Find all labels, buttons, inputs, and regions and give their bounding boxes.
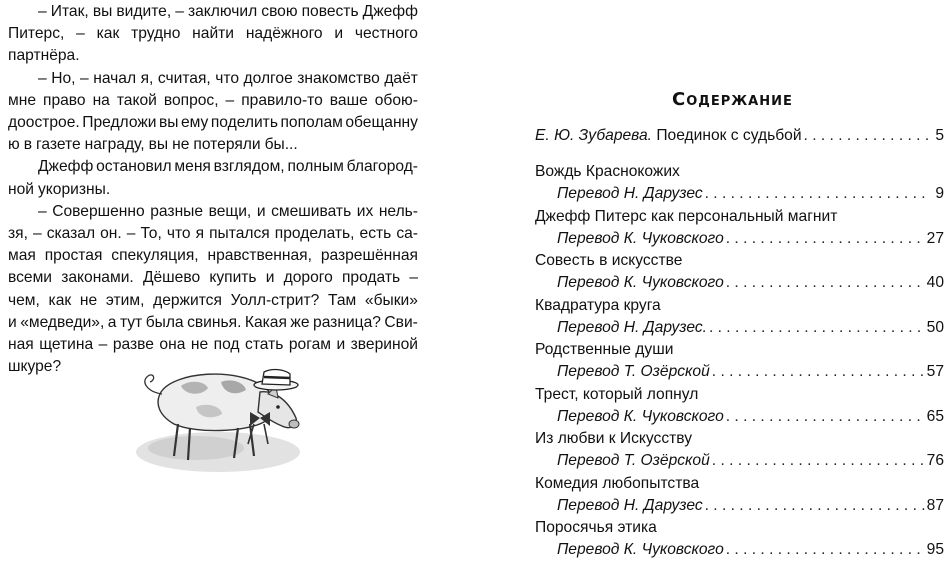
story-word: сказал xyxy=(46,225,96,243)
story-line xyxy=(8,179,418,201)
toc-item-page: 95 xyxy=(926,541,944,558)
story-word: Какая xyxy=(244,313,287,331)
story-word: ю xyxy=(8,136,20,154)
story-word: всеми xyxy=(8,269,53,287)
pig-illustration xyxy=(126,352,311,482)
story-word: газете xyxy=(36,136,81,154)
dot-leader xyxy=(726,230,925,248)
story-word: как xyxy=(48,291,72,309)
toc-item-page: 27 xyxy=(926,229,944,247)
story-word: я, xyxy=(140,69,154,87)
story-word: заключил xyxy=(187,3,258,20)
toc-item-translator: Перевод Т. Озёрской xyxy=(557,363,710,380)
toc-item-translator: Перевод К. Чуковского xyxy=(557,274,724,291)
story-word: – xyxy=(225,91,235,109)
story-word: что xyxy=(215,69,240,87)
toc-intro-page: 5 xyxy=(935,127,944,144)
toc-item-title[interactable]: Родственные души xyxy=(535,341,674,358)
story-word: вы xyxy=(148,136,169,154)
story-word: обою- xyxy=(374,91,418,109)
toc-title: Содержание xyxy=(672,89,793,110)
story-word: как xyxy=(96,25,120,43)
toc-item-title[interactable]: Трест, который лопнул xyxy=(535,385,699,403)
story-line xyxy=(8,201,418,223)
story-word: в xyxy=(23,136,32,154)
story-word: Итак, xyxy=(50,3,89,20)
story-word: ная xyxy=(8,336,34,354)
left-page xyxy=(0,0,426,559)
toc-item-translator-row[interactable] xyxy=(557,452,944,474)
toc-item-page: 87 xyxy=(926,496,944,514)
story-word: он. xyxy=(100,225,122,243)
story-word: – xyxy=(126,225,136,243)
story-line xyxy=(8,290,418,312)
story-word: даёт xyxy=(384,69,418,87)
story-word: чем, xyxy=(8,291,40,309)
story-line xyxy=(8,45,418,67)
story-word: она xyxy=(159,336,186,354)
story-word: дорого xyxy=(283,269,333,287)
story-word: Там xyxy=(328,291,357,309)
toc-item-page: 76 xyxy=(926,452,944,469)
story-word: Сви- xyxy=(384,313,418,331)
story-word: есть xyxy=(359,225,392,243)
story-word: мне xyxy=(8,91,37,109)
dot-leader xyxy=(804,127,928,145)
story-word: – xyxy=(409,269,418,287)
story-word: и xyxy=(8,313,17,331)
story-word: а xyxy=(107,313,117,331)
right-page xyxy=(500,0,944,559)
toc-item-title[interactable]: Вождь Краснокожих xyxy=(535,163,680,180)
toc-item-translator: Перевод К. Чуковского xyxy=(557,229,724,247)
story-word: нель- xyxy=(378,202,418,220)
story-word: – xyxy=(38,202,47,220)
toc-intro[interactable] xyxy=(535,127,944,149)
story-word: их xyxy=(356,202,374,220)
story-word: Предложи xyxy=(82,114,157,132)
story-word: мая xyxy=(8,247,36,265)
story-word: меня xyxy=(174,158,211,176)
story-line xyxy=(8,245,418,267)
story-word: остановил xyxy=(96,158,172,176)
story-word: купить xyxy=(209,269,257,287)
toc-item-translator: Перевод К. Чуковского xyxy=(557,541,724,558)
story-word: ваше xyxy=(329,91,368,109)
story-word: – xyxy=(38,3,47,20)
story-word: – xyxy=(38,69,47,87)
story-line xyxy=(8,23,418,45)
story-word: поделить xyxy=(210,114,278,132)
dot-leader xyxy=(705,185,928,203)
story-word: потеряли xyxy=(193,136,261,154)
toc-item-translator-row[interactable] xyxy=(557,408,944,430)
toc-item-page: 40 xyxy=(926,274,944,291)
story-word: тут xyxy=(119,313,143,331)
story-word: рогам xyxy=(288,336,331,354)
dot-leader xyxy=(726,541,925,559)
story-line xyxy=(8,223,418,245)
story-line xyxy=(8,68,418,90)
story-word: звериной xyxy=(350,336,418,354)
toc-item-title[interactable]: Совесть в искусстве xyxy=(535,252,683,269)
story-word: найти xyxy=(192,25,235,43)
story-word: смешивать xyxy=(271,202,352,220)
story-word: вопрос, xyxy=(163,91,219,109)
story-word: под xyxy=(213,336,240,354)
story-word: – xyxy=(76,25,85,43)
toc-item-translator: Перевод Н. Дарузес. xyxy=(557,318,707,336)
story-word: и xyxy=(334,25,344,43)
story-word: долгое xyxy=(243,69,293,87)
story-word: Совершенно xyxy=(52,202,145,220)
dot-leader xyxy=(726,274,925,292)
story-word: простая xyxy=(44,247,103,265)
toc-item-translator-row[interactable] xyxy=(557,497,944,519)
story-word: видите, xyxy=(116,3,172,20)
story-word: стать xyxy=(245,336,284,354)
story-word: же xyxy=(290,313,310,331)
story-word: пытался xyxy=(209,225,270,243)
toc-item-translator-row[interactable] xyxy=(557,185,944,207)
story-word: «медведи», xyxy=(20,313,105,331)
toc-item-title[interactable]: Комедия любопытства xyxy=(535,474,700,492)
story-word: и xyxy=(336,336,346,354)
story-word: бы... xyxy=(264,136,298,154)
story-word: я xyxy=(195,225,205,243)
toc-item-translator-row[interactable] xyxy=(557,363,944,385)
story-word: знакомство xyxy=(297,69,380,87)
story-word: такой xyxy=(116,91,157,109)
dot-leader xyxy=(712,452,925,470)
story-word: полным xyxy=(287,158,344,176)
story-word: трудно xyxy=(131,25,181,43)
dot-leader xyxy=(726,408,925,426)
story-line xyxy=(8,267,418,289)
story-word: ной xyxy=(8,180,34,198)
story-line xyxy=(8,312,418,334)
dot-leader xyxy=(709,319,925,337)
toc-item-translator: Перевод К. Чуковского xyxy=(557,407,724,425)
story-line xyxy=(8,112,418,134)
toc-item-translator: Перевод Н. Дарузес xyxy=(557,185,703,202)
toc-item-title[interactable]: Из любви к Искусству xyxy=(535,430,692,447)
dot-leader xyxy=(712,363,925,381)
toc-item-title[interactable]: Квадратура круга xyxy=(535,296,661,314)
story-word: Но, xyxy=(51,69,76,87)
story-word: ему xyxy=(180,114,209,132)
story-word: Питерс, xyxy=(8,25,65,43)
story-word: и xyxy=(256,202,266,220)
story-word: не xyxy=(79,291,98,309)
toc-item-page: 9 xyxy=(935,185,944,202)
story-word: награду, xyxy=(84,136,145,154)
story-word: продать xyxy=(341,269,401,287)
toc-intro-title: Поединок с судьбой xyxy=(656,127,802,144)
toc-item-translator-row[interactable] xyxy=(557,319,944,341)
story-word: – xyxy=(175,3,184,20)
toc-item-page: 65 xyxy=(926,407,944,425)
story-word: нравственная, xyxy=(207,247,312,265)
story-word: держится xyxy=(153,291,222,309)
story-word: партнёра. xyxy=(8,47,80,65)
story-line xyxy=(8,156,418,178)
story-word: Уолл-стрит? xyxy=(230,291,320,309)
story-word: разрешённая xyxy=(320,247,418,265)
story-word: начал xyxy=(93,69,137,87)
story-word: свою xyxy=(261,3,298,20)
story-word: была xyxy=(145,313,184,331)
dot-leader xyxy=(705,497,925,515)
toc-item-translator-row[interactable] xyxy=(557,274,944,296)
story-word: разве xyxy=(112,336,154,354)
story-word: на xyxy=(92,91,110,109)
story-line xyxy=(8,134,418,156)
toc-intro-author: Е. Ю. Зубарева. xyxy=(535,127,652,144)
story-word: что xyxy=(166,225,191,243)
story-word: – xyxy=(32,225,42,243)
story-word: укоризны. xyxy=(38,180,111,198)
story-word: То, xyxy=(140,225,162,243)
toc-item-translator: Перевод Т. Озёрской xyxy=(557,452,710,469)
story-word: шкуре? xyxy=(8,358,62,376)
story-word: благород- xyxy=(346,158,418,176)
story-word: право xyxy=(43,91,86,109)
story-word: Дёшево xyxy=(142,269,201,287)
toc-item-translator-row[interactable] xyxy=(557,230,944,252)
toc-item-title[interactable]: Поросячья этика xyxy=(535,519,657,536)
story-word: «быки» xyxy=(364,291,418,309)
story-word: Джефф xyxy=(362,3,418,20)
story-word: честного xyxy=(354,25,418,43)
story-word: разные xyxy=(150,202,204,220)
story-word: щетина xyxy=(39,336,94,354)
story-word: доостроe. xyxy=(8,114,80,132)
story-word: не xyxy=(190,336,209,354)
story-word: Джефф xyxy=(38,158,94,176)
story-word: – xyxy=(80,69,89,87)
story-word: разница? xyxy=(313,313,381,331)
story-word: зя, xyxy=(8,225,28,243)
story-word: надёжного xyxy=(245,25,323,43)
toc-item-page: 57 xyxy=(926,363,944,380)
story-word: обещанну xyxy=(345,114,418,132)
story-line xyxy=(8,90,418,112)
story-word: вещи, xyxy=(208,202,252,220)
toc-item-translator: Перевод Н. Дарузес xyxy=(557,496,703,514)
story-word: пополам xyxy=(280,114,343,132)
story-word: проделать, xyxy=(274,225,355,243)
story-word: считая, xyxy=(157,69,211,87)
toc-item-translator-row[interactable] xyxy=(557,541,944,563)
story-word: вы xyxy=(92,3,113,20)
story-line xyxy=(8,1,418,23)
story-word: спекуляция, xyxy=(111,247,199,265)
toc-item-page: 50 xyxy=(926,318,944,336)
story-word: повесть xyxy=(301,3,359,20)
story-word: свинья. xyxy=(187,313,242,331)
story-word: законами. xyxy=(61,269,134,287)
story-word: этим, xyxy=(105,291,145,309)
story-word: правило-то xyxy=(241,91,323,109)
toc-item-title[interactable]: Джефф Питерс как персональный магнит xyxy=(535,207,838,225)
story-word: и xyxy=(265,269,275,287)
story-word: взглядом, xyxy=(213,158,285,176)
story-word: не xyxy=(172,136,190,154)
story-word: – xyxy=(98,336,108,354)
story-word: са- xyxy=(396,225,418,243)
story-word: вы xyxy=(158,114,179,132)
story-text xyxy=(8,1,418,378)
